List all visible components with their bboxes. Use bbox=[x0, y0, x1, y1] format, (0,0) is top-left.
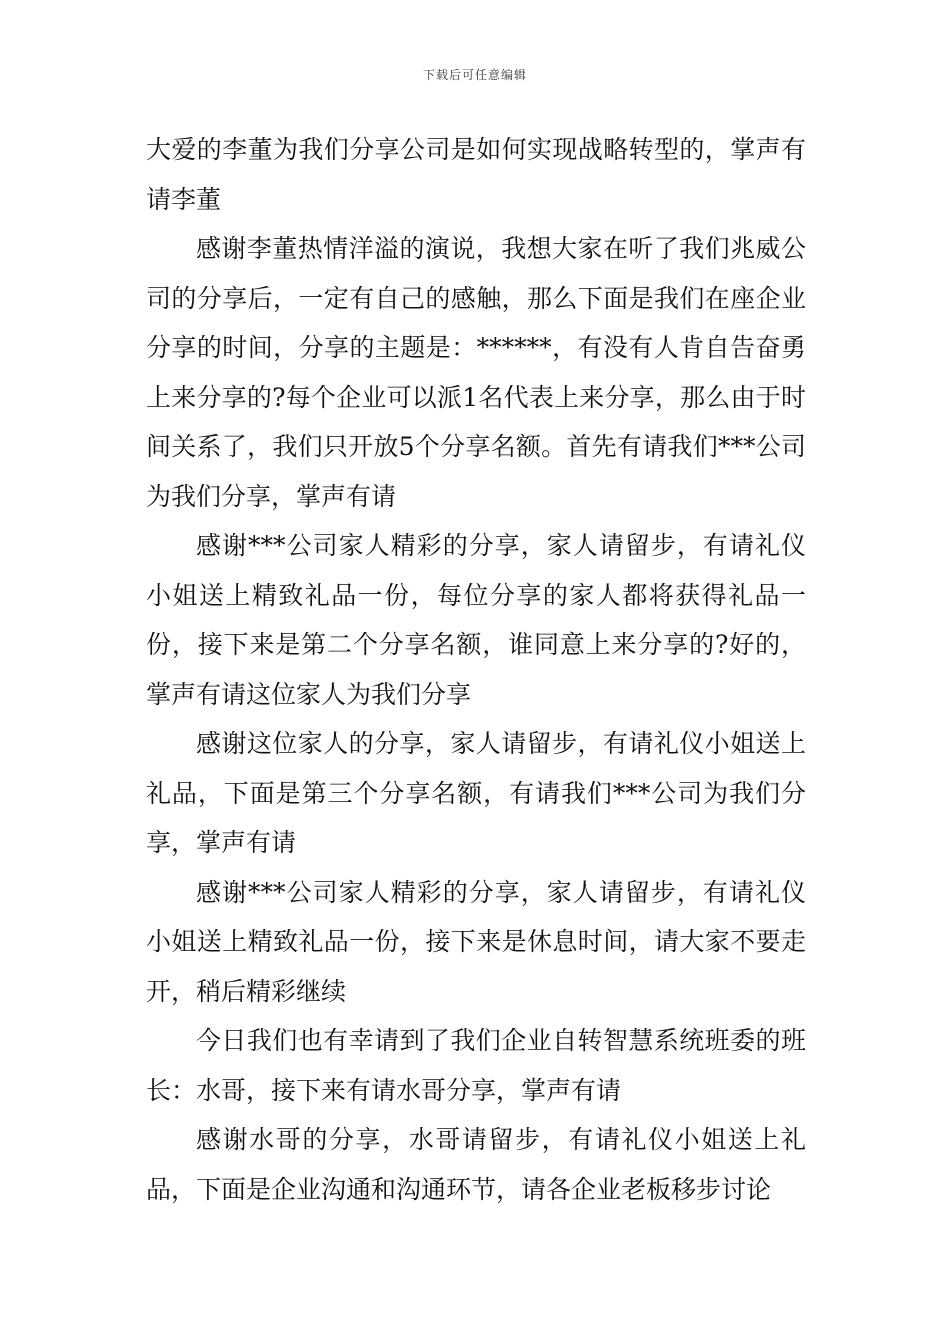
document-body bbox=[146, 125, 806, 1214]
paragraph-6: 今日我们也有幸请到了我们企业自转智慧系统班委的班长：水哥，接下来有请水哥分享，掌声有请 bbox=[146, 1026, 806, 1105]
paragraph-1: 大爱的李董为我们分享公司是如何实现战略转型的，掌声有请李董 bbox=[146, 135, 806, 214]
paragraph-5: 感谢***公司家人精彩的分享，家人请留步，有请礼仪小姐送上精致礼品一份，接下来是休息时间，请大家不要走开，稍后精彩继续 bbox=[146, 877, 806, 1006]
header-note: 下载后可任意编辑 bbox=[422, 68, 527, 82]
paragraph-7: 感谢水哥的分享，水哥请留步，有请礼仪小姐送上礼品，下面是企业沟通和沟通环节，请各企业老板移步讨论 bbox=[146, 1125, 806, 1204]
paragraph-4: 感谢这位家人的分享，家人请留步，有请礼仪小姐送上礼品，下面是第三个分享名额，有请我们***公司为我们分享，掌声有请 bbox=[146, 729, 806, 857]
paragraph-2: 感谢李董热情洋溢的演说，我想大家在听了我们兆威公司的分享后，一定有自己的感触，那么下面是我们在座企业分享的时间，分享的主题是：******，有没有人肯自告奋勇上来分享的?每个企业可以派1名代表上来分享，那么由于时间关系了，我们只开放5个分享名额。首先有请我们***公司为我们分享，掌声有请 bbox=[146, 234, 806, 511]
paragraph-3: 感谢***公司家人精彩的分享，家人请留步，有请礼仪小姐送上精致礼品一份，每位分享的家人都将获得礼品一份，接下来是第二个分享名额，谁同意上来分享的?好的，掌声有请这位家人为我们分享 bbox=[146, 531, 806, 709]
